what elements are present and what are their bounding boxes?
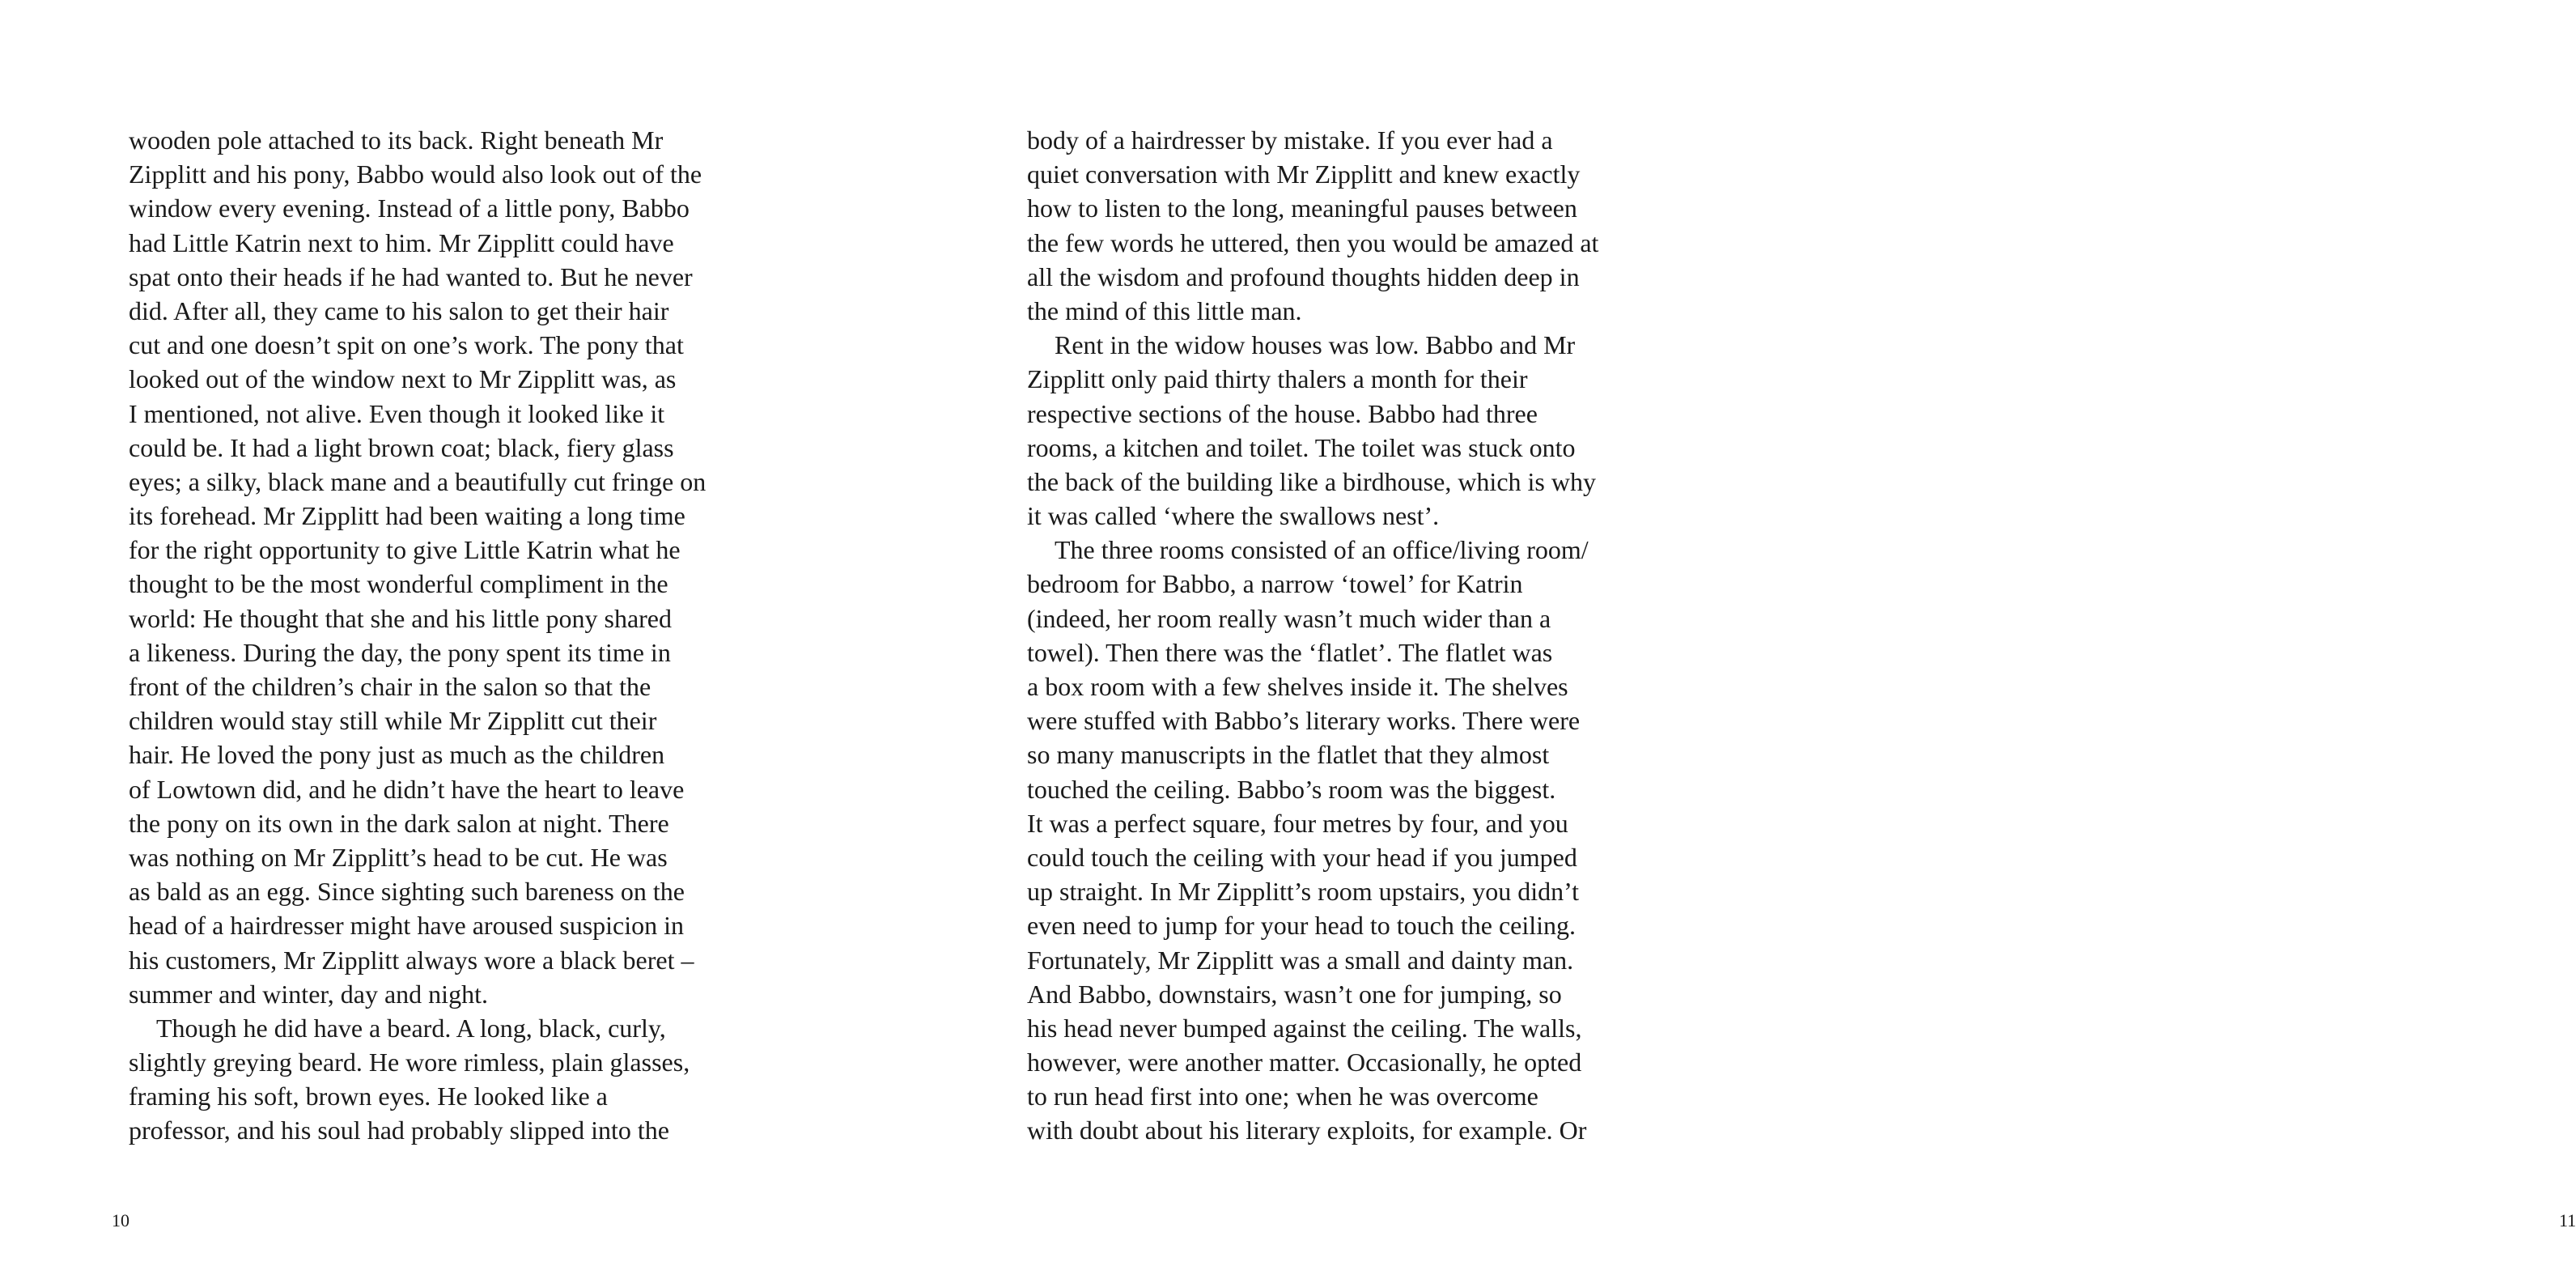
text-line: hair. He loved the pony just as much as the children: [129, 740, 665, 770]
text-line: I mentioned, not alive. Even though it looked like it: [129, 398, 665, 428]
text-line: its forehead. Mr Zipplitt had been waiting a long time: [129, 501, 685, 531]
text-line: Rent in the widow houses was low. Babbo and Mr: [1055, 330, 1576, 360]
text-line: the pony on its own in the dark salon at night. There: [129, 808, 669, 838]
text-line: as bald as an egg. Since sighting such bareness on the: [129, 877, 685, 907]
text-line: front of the children’s chair in the salon so that the: [129, 672, 651, 701]
text-line: wooden pole attached to its back. Right beneath Mr: [129, 125, 664, 155]
left-page-text: [129, 123, 706, 1148]
text-line: Though he did have a beard. A long, black, curly,: [156, 1013, 666, 1043]
text-line: eyes; a silky, black mane and a beautifully cut fringe on: [129, 466, 707, 496]
right-page-text: [1027, 123, 1598, 1148]
text-line: (indeed, her room really wasn’t much wider than a: [1027, 603, 1551, 633]
text-line: was nothing on Mr Zipplitt’s head to be cut. He was: [129, 842, 668, 872]
text-line: Zipplitt only paid thirty thalers a month for their: [1027, 364, 1528, 394]
text-line: looked out of the window next to Mr Zipplitt was, as: [129, 364, 677, 394]
text-line: framing his soft, brown eyes. He looked like a: [129, 1082, 608, 1111]
text-line: all the wisdom and profound thoughts hidden deep in: [1027, 261, 1580, 291]
text-line: The three rooms consisted of an office/living room/: [1055, 535, 1589, 565]
text-line: quiet conversation with Mr Zipplitt and knew exactly: [1027, 159, 1581, 189]
text-line: up straight. In Mr Zipplitt’s room upstairs, you didn’t: [1027, 877, 1580, 907]
text-line: thought to be the most wonderful compliment in the: [129, 569, 668, 599]
text-line: his head never bumped against the ceiling. The walls,: [1027, 1013, 1582, 1043]
text-line: summer and winter, day and night.: [129, 979, 488, 1009]
text-line: slightly greying beard. He wore rimless, plain glasses,: [129, 1048, 690, 1077]
text-line: with doubt about his literary exploits, for example. Or: [1027, 1116, 1587, 1145]
right-page: [892, 0, 2576, 1275]
text-line: And Babbo, downstairs, wasn’t one for jumping, so: [1027, 979, 1562, 1009]
text-line: were stuffed with Babbo’s literary works. There were: [1027, 706, 1581, 736]
text-line: touched the ceiling. Babbo’s room was the biggest.: [1027, 774, 1556, 804]
text-line: head of a hairdresser might have aroused suspicion in: [129, 911, 685, 941]
text-line: the mind of this little man.: [1027, 295, 1302, 325]
text-line: body of a hairdresser by mistake. If you ever had a: [1027, 125, 1553, 155]
text-line: to run head first into one; when he was overcome: [1027, 1082, 1538, 1111]
text-line: children would stay still while Mr Zipplitt cut their: [129, 706, 657, 736]
text-line: cut and one doesn’t spit on one’s work. The pony that: [129, 330, 684, 360]
text-line: could be. It had a light brown coat; black, fiery glass: [129, 432, 674, 462]
left-page-number: 10: [112, 1210, 129, 1230]
text-line: Zipplitt and his pony, Babbo would also look out of the: [129, 159, 702, 189]
left-page: [0, 0, 892, 1275]
text-line: for the right opportunity to give Little Katrin what he: [129, 535, 681, 565]
text-line: it was called ‘where the swallows nest’.: [1027, 501, 1440, 531]
text-line: window every evening. Instead of a little pony, Babbo: [129, 193, 690, 223]
text-line: could touch the ceiling with your head if you jumped: [1027, 842, 1577, 872]
text-line: did. After all, they came to his salon to get their hair: [129, 295, 669, 325]
text-line: even need to jump for your head to touch the ceiling.: [1027, 911, 1577, 941]
text-line: of Lowtown did, and he didn’t have the heart to leave: [129, 774, 685, 804]
text-line: Fortunately, Mr Zipplitt was a small and dainty man.: [1027, 945, 1574, 975]
text-line: rooms, a kitchen and toilet. The toilet was stuck onto: [1027, 432, 1576, 462]
text-line: a box room with a few shelves inside it. The shelves: [1027, 672, 1568, 701]
right-page-number: 11: [2559, 1210, 2576, 1230]
text-line: respective sections of the house. Babbo had three: [1027, 398, 1538, 428]
text-line: the few words he uttered, then you would be amazed at: [1027, 227, 1599, 257]
text-line: professor, and his soul had probably slipped into the: [129, 1116, 669, 1145]
text-line: bedroom for Babbo, a narrow ‘towel’ for Katrin: [1027, 569, 1523, 599]
text-line: his customers, Mr Zipplitt always wore a black beret –: [129, 945, 694, 975]
text-line: towel). Then there was the ‘flatlet’. The flatlet was: [1027, 637, 1553, 667]
text-line: It was a perfect square, four metres by four, and you: [1027, 808, 1568, 838]
text-line: so many manuscripts in the flatlet that they almost: [1027, 740, 1550, 770]
text-line: however, were another matter. Occasionally, he opted: [1027, 1048, 1582, 1077]
text-line: spat onto their heads if he had wanted to. But he never: [129, 261, 693, 291]
text-line: world: He thought that she and his little pony shared: [129, 603, 672, 633]
text-line: had Little Katrin next to him. Mr Zipplitt could have: [129, 227, 674, 257]
text-line: how to listen to the long, meaningful pauses between: [1027, 193, 1577, 223]
text-line: a likeness. During the day, the pony spent its time in: [129, 637, 671, 667]
text-line: the back of the building like a birdhouse, which is why: [1027, 466, 1596, 496]
